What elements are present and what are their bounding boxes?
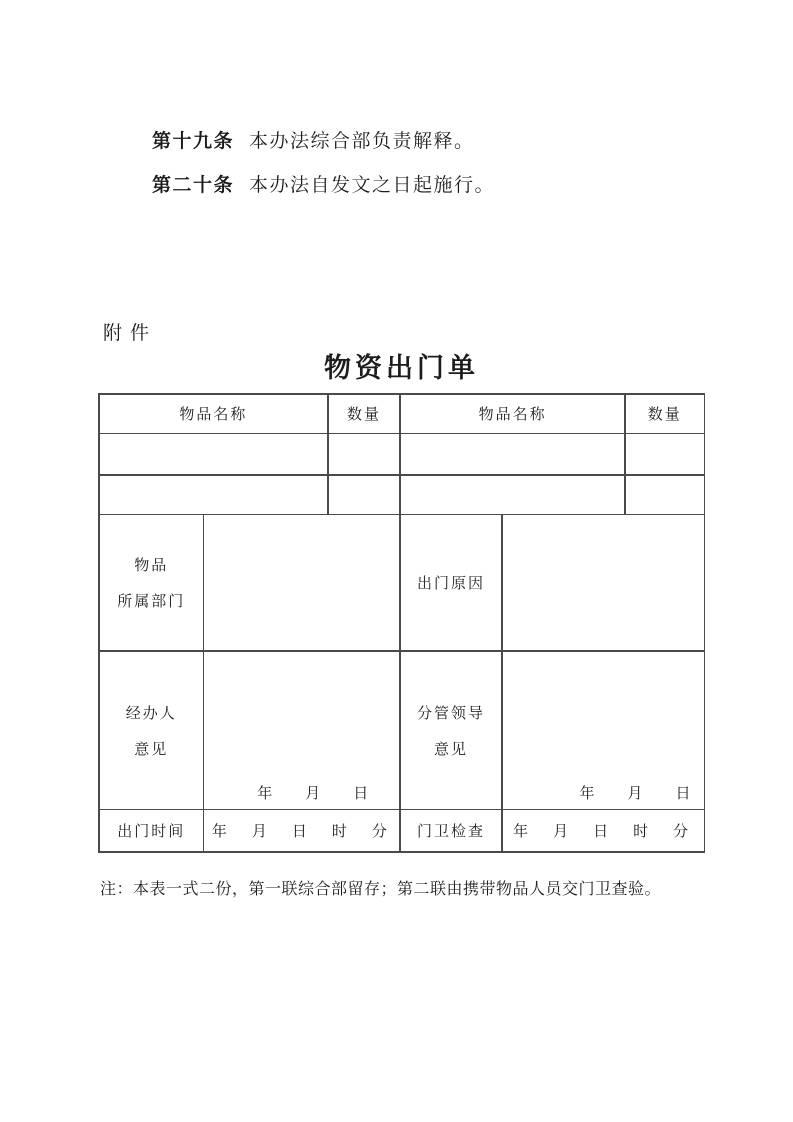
handler-opinion-label <box>100 652 203 809</box>
items-table <box>98 393 705 515</box>
article-19-body: 本办法综合部负责解释。 <box>249 131 475 152</box>
item-name-cell <box>100 476 328 514</box>
material-exit-form <box>98 393 705 853</box>
item-qty-cell <box>626 476 704 514</box>
leader-opinion-label-line1: 分管领导 <box>416 705 485 722</box>
department-label-line1: 物品 <box>134 558 169 574</box>
item-name-cell <box>401 476 625 514</box>
article-19 <box>152 126 475 153</box>
article-19-number: 第十九条 <box>152 131 235 152</box>
department-label-line2: 所属部门 <box>117 594 186 610</box>
guard-check-value-cell: 年 月 日 时 分 <box>503 810 704 851</box>
footnote: 注：本表一式二份，第一联综合部留存；第二联由携带物品人员交门卫查验。 <box>100 881 662 898</box>
leader-date-placeholder: 年 月 日 <box>579 785 692 802</box>
article-20-number: 第二十条 <box>152 175 235 196</box>
item-qty-cell <box>626 434 704 474</box>
leader-opinion-cell <box>503 652 704 809</box>
item-qty-cell <box>329 434 400 474</box>
article-20-body: 本办法自发文之日起施行。 <box>249 175 496 196</box>
approval-table <box>98 515 705 853</box>
reason-label: 出门原因 <box>401 515 501 650</box>
department-label <box>100 515 203 650</box>
item-name-cell <box>100 434 328 474</box>
attachment-label: 附件 <box>103 323 158 344</box>
header-item-name-1: 物品名称 <box>100 395 328 433</box>
article-20 <box>152 170 495 197</box>
handler-opinion-label-line1: 经办人 <box>125 705 177 722</box>
exit-time-value-cell: 年 月 日 时 分 <box>204 810 399 851</box>
leader-opinion-label <box>401 652 501 809</box>
guard-check-label: 门卫检查 <box>401 810 501 851</box>
handler-date-placeholder: 年 月 日 <box>257 785 370 802</box>
exit-time-label: 出门时间 <box>100 810 203 851</box>
handler-opinion-label-line2: 意见 <box>134 741 169 758</box>
department-value-cell <box>204 515 399 650</box>
header-item-name-2: 物品名称 <box>401 395 625 433</box>
header-quantity-1: 数量 <box>329 395 400 433</box>
header-quantity-2: 数量 <box>626 395 704 433</box>
item-name-cell <box>401 434 625 474</box>
form-title: 物资出门单 <box>324 353 479 383</box>
leader-opinion-label-line2: 意见 <box>433 741 468 758</box>
item-qty-cell <box>329 476 400 514</box>
reason-value-cell <box>503 515 704 650</box>
handler-opinion-cell <box>204 652 399 809</box>
